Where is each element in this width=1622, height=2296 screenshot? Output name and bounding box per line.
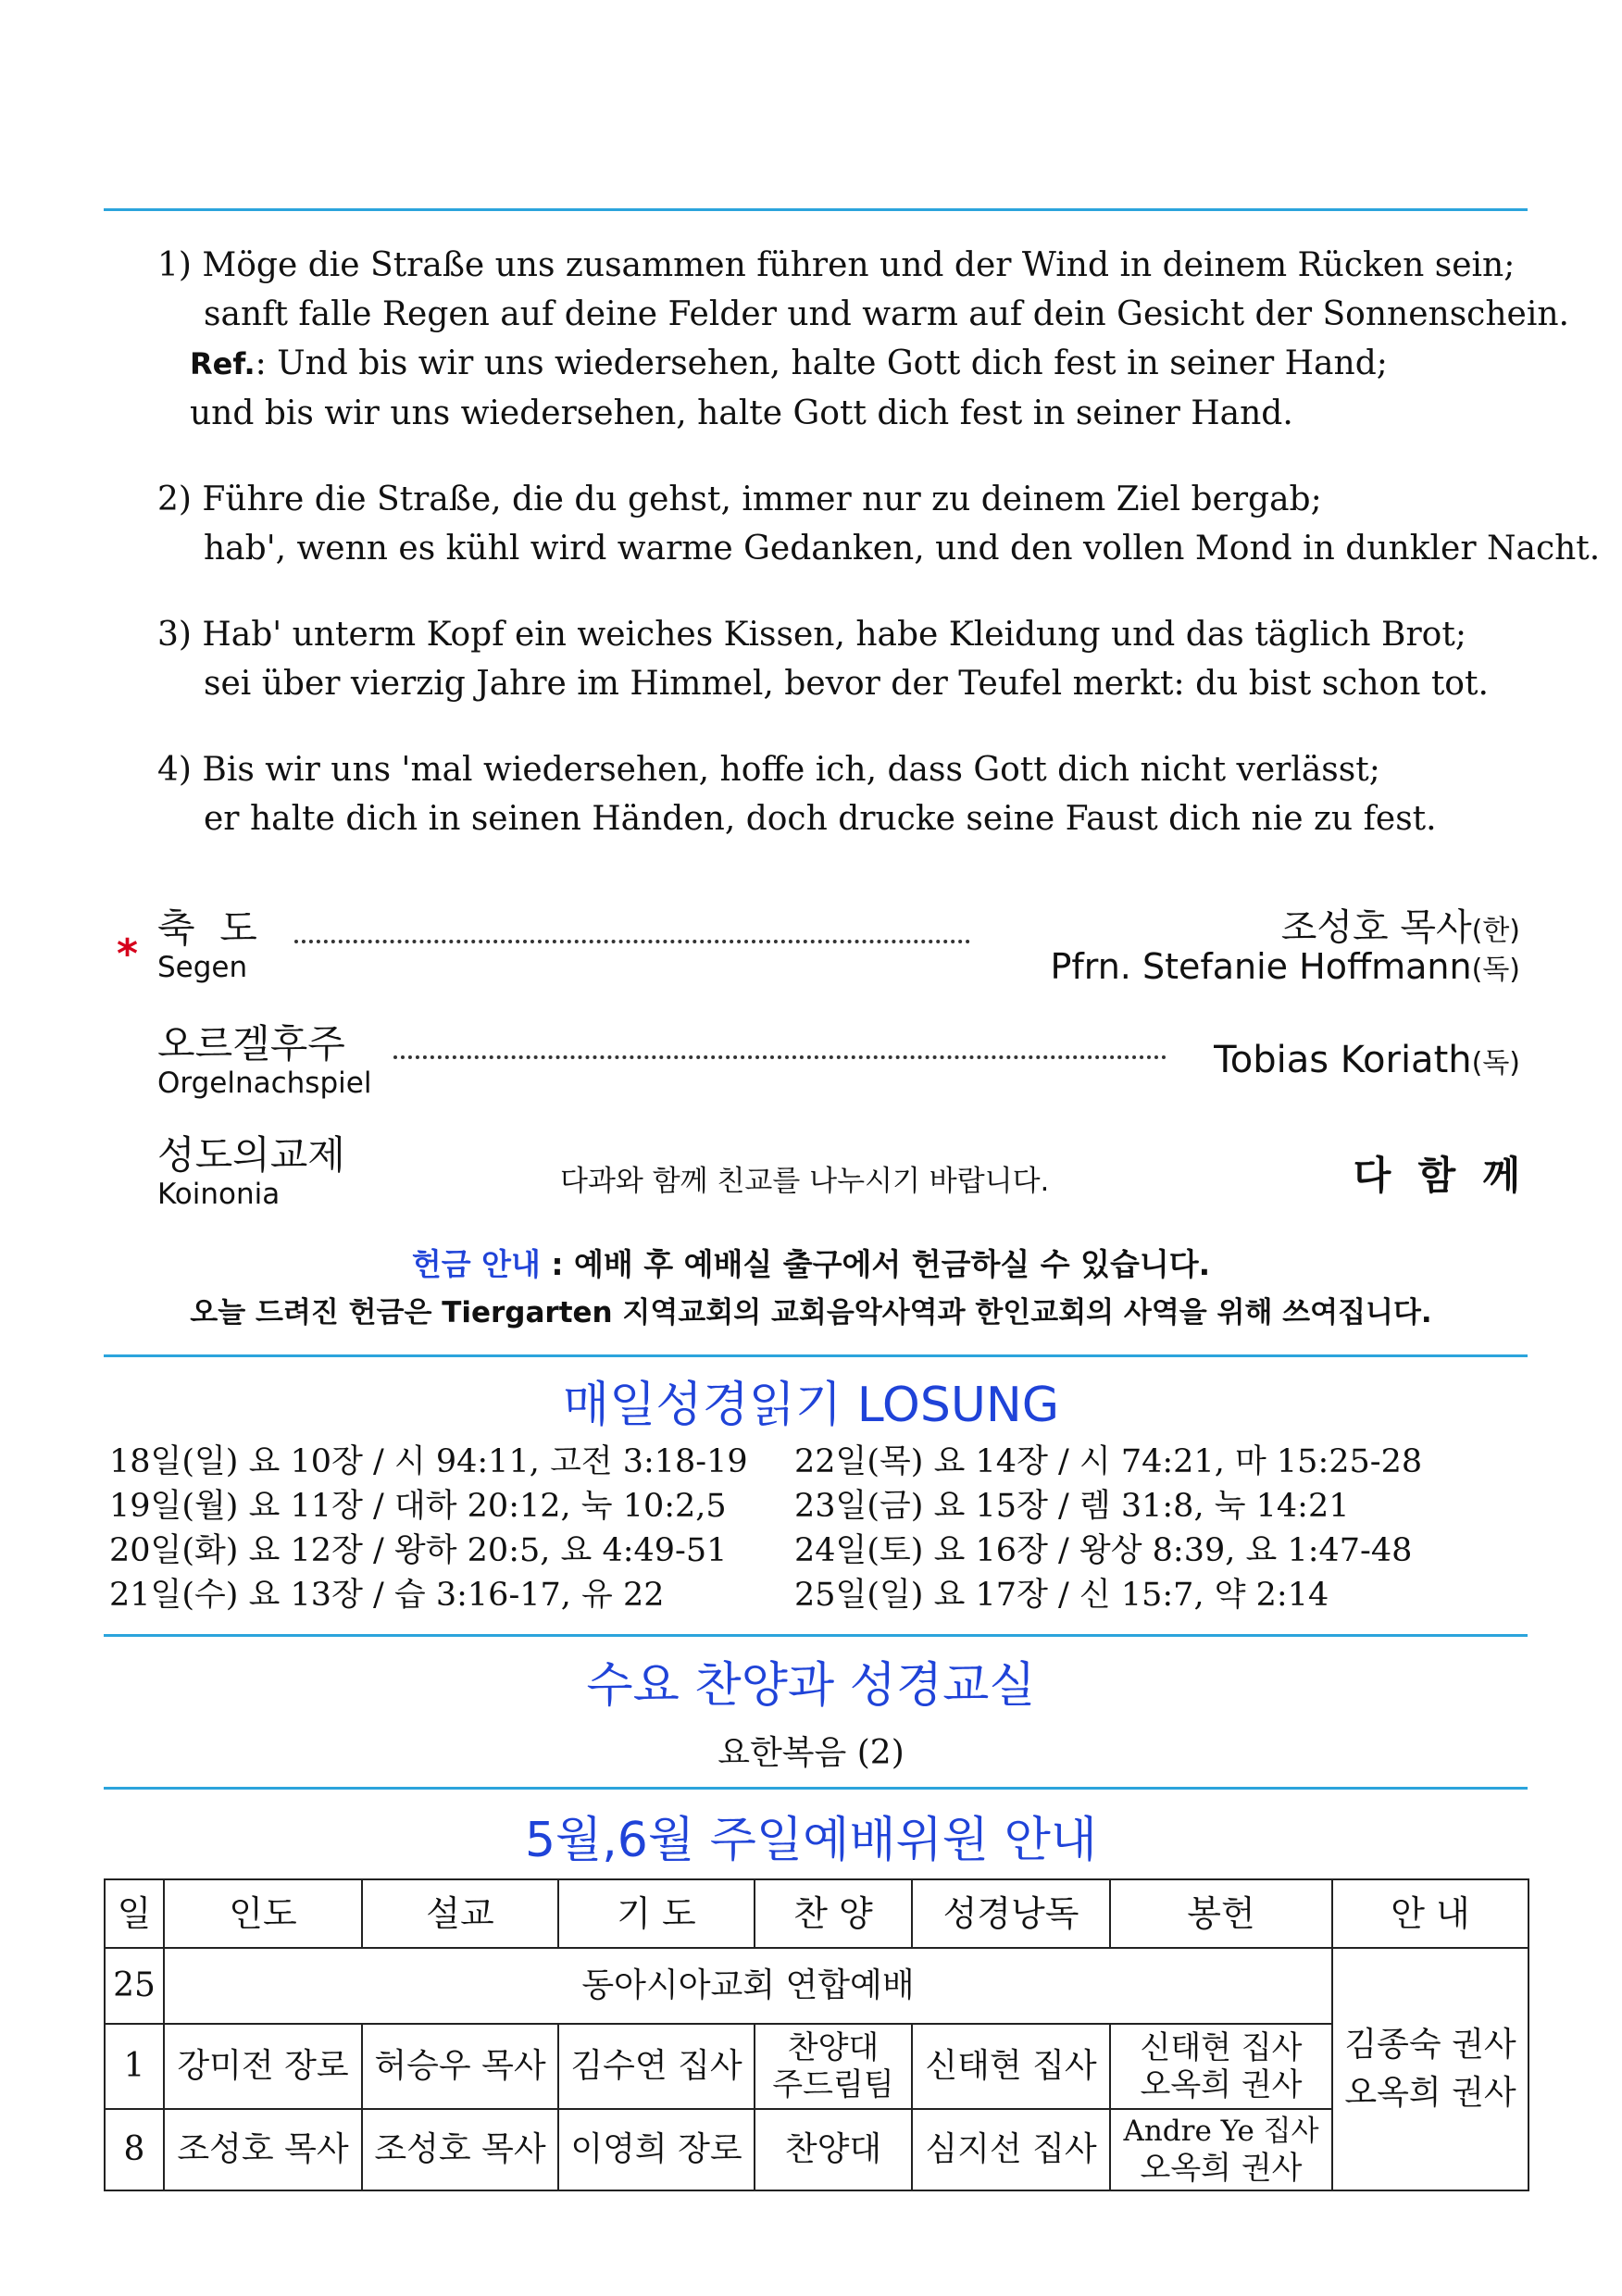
reading-item: 21일(수) 요 13장 / 습 3:16-17, 유 22 bbox=[109, 1577, 665, 1614]
postlude-title-de: Orgelnachspiel bbox=[157, 1067, 372, 1100]
sermon-cell: 허승우 목사 bbox=[362, 2024, 558, 2109]
lyric-line: und bis wir uns wiedersehen, halte Gott dich fest in seiner Hand. bbox=[190, 394, 1293, 432]
lyric-line: hab', wenn es kühl wird warme Gedanken, und den vollen Mond in dunkler Nacht. bbox=[204, 530, 1601, 568]
column-header: 찬 양 bbox=[755, 1879, 912, 1948]
table-header-row bbox=[105, 1879, 1528, 1948]
merged-cell: 동아시아교회 연합예배 bbox=[164, 1948, 1332, 2024]
refrain-label: Ref. bbox=[190, 346, 256, 381]
blessing-title-de: Segen bbox=[157, 951, 248, 984]
refrain-line bbox=[157, 339, 1546, 389]
koinonia-note: 다과와 함께 친교를 나누시기 바랍니다. bbox=[560, 1165, 1050, 1198]
reading-cell: 신태현 집사 bbox=[912, 2024, 1110, 2109]
losung-title: 매일성경읽기 LOSUNG bbox=[562, 1378, 1060, 1433]
sermon-cell: 조성호 목사 bbox=[362, 2109, 558, 2190]
leader-name: 조성호 목사 bbox=[1280, 906, 1472, 949]
reading-item: 22일(목) 요 14장 / 시 74:21, 마 15:25-28 bbox=[794, 1443, 1423, 1480]
table-row bbox=[105, 2109, 1528, 2190]
standing-mark: * bbox=[117, 930, 139, 978]
blessing-leader-de bbox=[1050, 946, 1520, 987]
praise-line: 주드림팀 bbox=[772, 2066, 894, 2103]
lyric-line: 2) Führe die Straße, die du gehst, immer nur zu deinem Ziel bergab; bbox=[157, 480, 1322, 518]
lyric-line: 3) Hab' unterm Kopf ein weiches Kissen, habe Kleidung und das täglich Brot; bbox=[157, 616, 1466, 654]
praise-line: 찬양대 bbox=[787, 2029, 880, 2066]
reading-item: 20일(화) 요 12장 / 왕하 20:5, 요 4:49-51 bbox=[109, 1532, 728, 1569]
stanza-3 bbox=[157, 610, 1546, 708]
lyric-line: sei über vierzig Jahre im Himmel, bevor der Teufel merkt: du bist schon tot. bbox=[204, 665, 1489, 703]
prayer-cell: 이영희 장로 bbox=[558, 2109, 755, 2190]
day-cell: 8 bbox=[105, 2109, 164, 2190]
losung-left-column bbox=[109, 1440, 748, 1617]
lyric-line: sanft falle Regen auf deine Felder und warm auf dein Gesicht der Sonnenschein. bbox=[204, 295, 1569, 333]
reading-item: 25일(일) 요 17장 / 신 15:7, 약 2:14 bbox=[794, 1577, 1329, 1614]
stanza-4 bbox=[157, 745, 1546, 843]
koinonia-title-de: Koinonia bbox=[157, 1178, 281, 1211]
offering-line: 오옥희 권사 bbox=[1140, 2150, 1303, 2187]
offering-line: 오옥희 권사 bbox=[1140, 2066, 1303, 2103]
section-divider bbox=[104, 1354, 1528, 1357]
language-tag: (독) bbox=[1471, 954, 1520, 986]
wednesday-title: 수요 찬양과 성경교실 bbox=[586, 1658, 1036, 1714]
language-tag: (한) bbox=[1471, 915, 1520, 947]
offering-cell bbox=[1110, 2024, 1332, 2109]
stanza-1 bbox=[157, 241, 1569, 438]
lyric-line: er halte dich in seinen Händen, doch drucke seine Faust dich nie zu fest. bbox=[204, 800, 1437, 838]
offering-label: 헌금 안내 bbox=[411, 1246, 541, 1282]
postlude-title: 오르겔후주 bbox=[157, 1021, 345, 1067]
lead-cell: 강미전 장로 bbox=[164, 2024, 362, 2109]
koinonia-who: 다 함 께 bbox=[1353, 1153, 1520, 1198]
column-header: 성경낭독 bbox=[912, 1879, 1110, 1948]
reading-item: 23일(금) 요 15장 / 렘 31:8, 눅 14:21 bbox=[794, 1488, 1350, 1525]
postlude-performer bbox=[1214, 1039, 1520, 1081]
koinonia-title: 성도의교제 bbox=[157, 1132, 345, 1178]
top-divider bbox=[104, 208, 1528, 211]
wednesday-subtitle: 요한복음 (2) bbox=[717, 1734, 905, 1772]
reading-cell: 심지선 집사 bbox=[912, 2109, 1110, 2190]
leader-dots bbox=[294, 940, 970, 943]
offering-cell bbox=[1110, 2109, 1332, 2190]
lyric-line: 1) Möge die Straße uns zusammen führen und der Wind in deinem Rücken sein; bbox=[157, 246, 1516, 284]
table-row bbox=[105, 1948, 1528, 2024]
prayer-cell: 김수연 집사 bbox=[558, 2024, 755, 2109]
offering-line: Andre Ye 집사 bbox=[1123, 2115, 1319, 2148]
column-header: 일 bbox=[105, 1879, 164, 1948]
blessing-title: 축 도 bbox=[157, 905, 257, 951]
reading-item: 19일(월) 요 11장 / 대하 20:12, 눅 10:2,5 bbox=[109, 1488, 727, 1525]
refrain-text: : Und bis wir uns wiedersehen, halte Gott dich fest in seiner Hand; bbox=[255, 344, 1388, 382]
reading-item: 24일(토) 요 16장 / 왕상 8:39, 요 1:47-48 bbox=[794, 1532, 1413, 1569]
language-tag: (독) bbox=[1471, 1047, 1520, 1079]
section-divider bbox=[104, 1634, 1528, 1637]
guide-name: 오옥희 권사 bbox=[1344, 2074, 1516, 2112]
column-header: 설교 bbox=[362, 1879, 558, 1948]
leader-name: Pfrn. Stefanie Hoffmann bbox=[1050, 946, 1472, 987]
committee-title: 5월,6월 주일예배위원 안내 bbox=[524, 1813, 1098, 1868]
stanza-2 bbox=[157, 475, 1601, 573]
column-header: 기 도 bbox=[558, 1879, 755, 1948]
column-header: 봉헌 bbox=[1110, 1879, 1332, 1948]
offering-line: 신태현 집사 bbox=[1140, 2029, 1303, 2066]
committee-table bbox=[104, 1878, 1529, 2191]
blessing-leader-ko bbox=[1281, 898, 1520, 951]
column-header: 인도 bbox=[164, 1879, 362, 1948]
guide-cell bbox=[1332, 1948, 1528, 2190]
guide-name: 김종숙 권사 bbox=[1344, 2026, 1516, 2064]
losung-right-column bbox=[794, 1440, 1422, 1617]
day-cell: 25 bbox=[105, 1948, 164, 2024]
day-cell: 1 bbox=[105, 2024, 164, 2109]
offering-line-2: 오늘 드려진 헌금은 Tiergarten 지역교회의 교회음악사역과 한인교회의 사역을 위해 쓰여집니다. bbox=[190, 1296, 1432, 1329]
praise-cell: 찬양대 bbox=[755, 2109, 912, 2190]
offering-text: : 예배 후 예배실 출구에서 헌금하실 수 있습니다. bbox=[540, 1246, 1211, 1282]
leader-dots bbox=[393, 1055, 1167, 1059]
hymn-lyrics bbox=[157, 241, 1601, 880]
reading-item: 18일(일) 요 10장 / 시 94:11, 고전 3:18-19 bbox=[109, 1443, 748, 1480]
table-row bbox=[105, 2024, 1528, 2109]
section-divider bbox=[104, 1787, 1528, 1790]
column-header: 안 내 bbox=[1332, 1879, 1528, 1948]
lead-cell: 조성호 목사 bbox=[164, 2109, 362, 2190]
offering-line-1 bbox=[0, 1241, 1622, 1284]
performer-name: Tobias Koriath bbox=[1214, 1039, 1472, 1081]
lyric-line: 4) Bis wir uns 'mal wiedersehen, hoffe ich, dass Gott dich nicht verlässt; bbox=[157, 751, 1380, 789]
praise-cell bbox=[755, 2024, 912, 2109]
